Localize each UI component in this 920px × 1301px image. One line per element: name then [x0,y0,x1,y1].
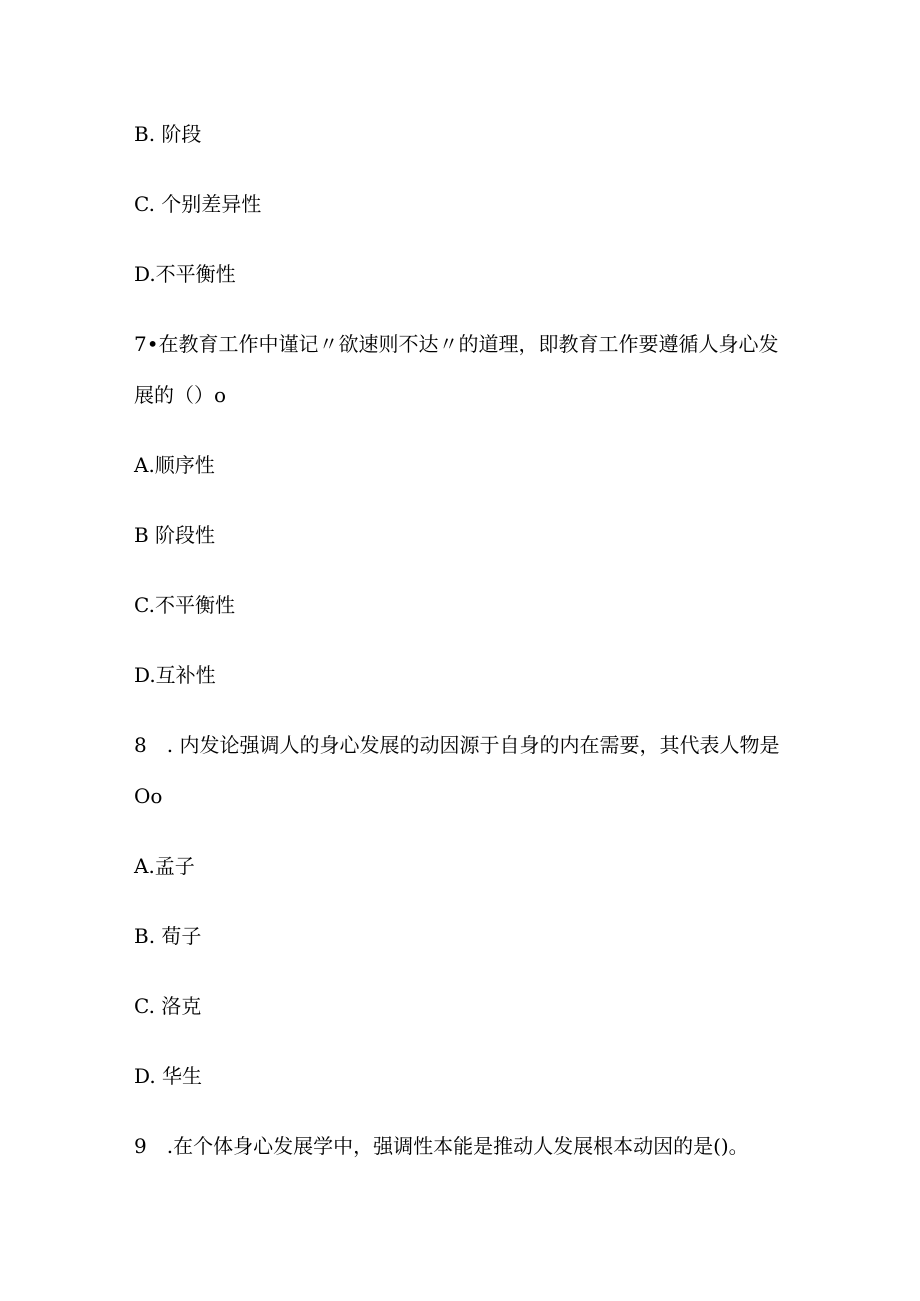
q8-option-b: B. 荀子 [134,924,202,948]
q8-option-c: C. 洛克 [134,994,202,1018]
q7-option-d: D.互补性 [134,663,216,687]
q7-option-b: B 阶段性 [134,523,216,547]
q9-stem-line-1: 9 .在个体身心发展学中，强调性本能是推动人发展根本动因的是()。 [134,1134,749,1158]
q6-option-d: D.不平衡性 [134,262,236,286]
q6-option-c: C. 个别差异性 [134,192,262,216]
q6-option-b: B. 阶段 [134,122,202,146]
q7-stem-line-2: 展的（）o [134,383,227,407]
q7-stem-line-1: 7•在教育工作中谨记〃欲速则不达〃的道理，即教育工作要遵循人身心发 [134,332,779,356]
q8-stem-line-2: Oo [134,784,163,808]
q8-option-a: A.孟子 [134,854,195,878]
q8-option-d: D. 华生 [134,1064,203,1088]
q7-option-a: A.顺序性 [134,453,215,477]
q7-option-c: C.不平衡性 [134,593,235,617]
q8-stem-line-1: 8 . 内发论强调人的身心发展的动因源于自身的内在需要，其代表人物是 [134,733,780,757]
